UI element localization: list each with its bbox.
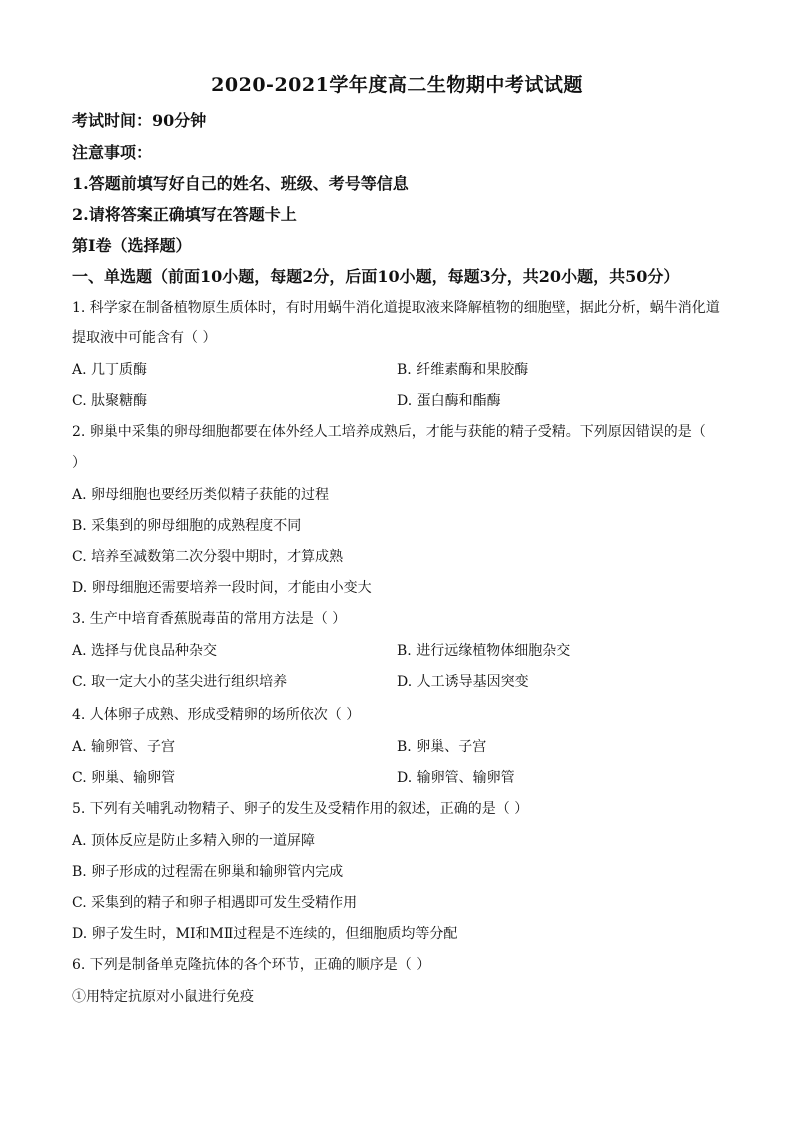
- question-1-option-d: D. 蛋白酶和酯酶: [397, 393, 501, 409]
- question-4-option-b: B. 卵巢、子宫: [397, 739, 487, 755]
- exam-time: 考试时间：90分钟: [72, 111, 207, 130]
- question-1-stem-line-1: 1. 科学家在制备植物原生质体时，有时用蜗牛消化道提取液来降解植物的细胞壁，据此分析，蜗牛消化道: [72, 300, 720, 316]
- question-3-stem: 3. 生产中培育香蕉脱毒苗的常用方法是（ ）: [72, 611, 347, 627]
- question-6-item-1: ①用特定抗原对小鼠进行免疫: [72, 989, 254, 1005]
- notice-label: 注意事项：: [72, 143, 153, 162]
- question-3-option-d: D. 人工诱导基因突变: [397, 674, 529, 690]
- question-2-stem-line-1: 2. 卵巢中采集的卵母细胞都要在体外经人工培养成熟后，才能与获能的精子受精。下列原因错误的是（: [72, 424, 706, 440]
- section-heading: 一、单选题（前面10小题，每题2分，后面10小题，每题3分，共20小题，共50分）: [72, 267, 680, 286]
- question-3-option-b: B. 进行远缘植物体细胞杂交: [397, 643, 571, 659]
- question-4-option-a: A. 输卵管、子宫: [72, 739, 176, 755]
- question-5-option-a: A. 顶体反应是防止多精入卵的一道屏障: [72, 833, 316, 849]
- question-5-option-c: C. 采集到的精子和卵子相遇即可发生受精作用: [72, 895, 358, 911]
- part-heading: 第I卷（选择题）: [72, 236, 192, 255]
- question-1-stem-line-2: 提取液中可能含有（ ）: [72, 330, 217, 346]
- question-2-stem-line-2: ）: [72, 455, 86, 471]
- question-1-option-b: B. 纤维素酶和果胶酶: [397, 362, 529, 378]
- question-5-option-b: B. 卵子形成的过程需在卵巢和输卵管内完成: [72, 864, 344, 880]
- question-2-option-b: B. 采集到的卵母细胞的成熟程度不同: [72, 518, 302, 534]
- question-1-option-a: A. 几丁质酶: [72, 362, 148, 378]
- question-1-option-c: C. 肽聚糖酶: [72, 393, 148, 409]
- question-2-option-a: A. 卵母细胞也要经历类似精子获能的过程: [72, 487, 330, 503]
- question-3-option-a: A. 选择与优良品种杂交: [72, 643, 218, 659]
- question-6-stem: 6. 下列是制备单克隆抗体的各个环节，正确的顺序是（ ）: [72, 957, 431, 973]
- notice-item-2: 2.请将答案正确填写在答题卡上: [72, 205, 297, 224]
- question-4-stem: 4. 人体卵子成熟、形成受精卵的场所依次（ ）: [72, 707, 361, 723]
- question-3-option-c: C. 取一定大小的茎尖进行组织培养: [72, 674, 288, 690]
- question-2-option-d: D. 卵母细胞还需要培养一段时间，才能由小变大: [72, 580, 372, 596]
- question-2-option-c: C. 培养至减数第二次分裂中期时，才算成熟: [72, 549, 344, 565]
- notice-item-1: 1.答题前填写好自己的姓名、班级、考号等信息: [72, 174, 409, 193]
- question-4-option-d: D. 输卵管、输卵管: [397, 770, 515, 786]
- question-5-stem: 5. 下列有关哺乳动物精子、卵子的发生及受精作用的叙述，正确的是（ ）: [72, 801, 529, 817]
- page-title: 2020-2021学年度高二生物期中考试试题: [211, 74, 583, 96]
- question-5-option-d: D. 卵子发生时，MⅠ和MⅡ过程是不连续的，但细胞质均等分配: [72, 926, 458, 942]
- question-4-option-c: C. 卵巢、输卵管: [72, 770, 176, 786]
